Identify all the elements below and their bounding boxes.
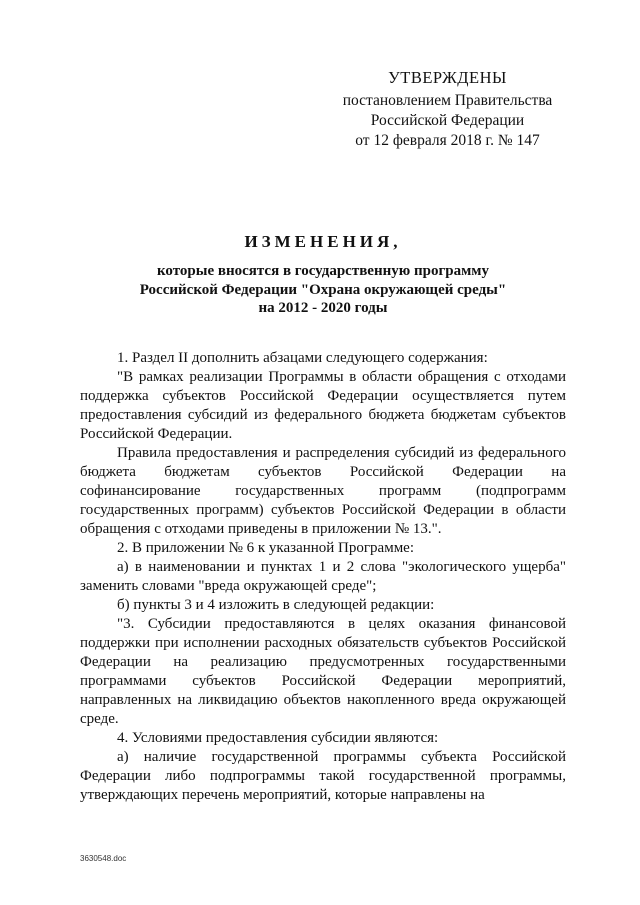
title-line-1: которые вносятся в государственную программу <box>156 263 490 279</box>
paragraph-6: б) пункты 3 и 4 изложить в следующей редакции: <box>117 597 435 613</box>
title-line-2: Российской Федерации "Охрана окружающей среды" <box>139 281 507 298</box>
paragraph-9: а) наличие государственной программы субъекта Российской Федерации либо подпрограммы такой государственной программы, утверждающих перечень мероприятий, которые направлены на <box>80 749 566 803</box>
paragraph-3: Правила предоставления и распределения субсидий из федерального бюджета бюджетам субъектов Российской Федерации на софинансирование государственных программ (подпрограмм государственных программ) субъектов Российской Федерации в области обращения с отходами приведены в приложении № 13.". <box>80 445 566 537</box>
paragraph-5: а) в наименовании и пунктах 1 и 2 слова "экологического ущерба" заменить словами "вреда окружающей среде"; <box>80 559 566 594</box>
approval-block <box>330 68 565 151</box>
approval-title: УТВЕРЖДЕНЫ <box>388 68 507 87</box>
document-file-id: 3630548.doc <box>80 854 127 863</box>
paragraph-1: 1. Раздел II дополнить абзацами следующего содержания: <box>117 350 488 366</box>
title-line-3: на 2012 - 2020 годы <box>258 300 388 316</box>
document-body <box>80 349 566 805</box>
paragraph-2: "В рамках реализации Программы в области обращения с отходами поддержка субъектов Российской Федерации осуществляется путем предоставления субсидий из федерального бюджета бюджетам субъектов Российской Федерации. <box>80 369 566 442</box>
paragraph-8: 4. Условиями предоставления субсидии являются: <box>117 730 439 746</box>
approval-line-3: от 12 февраля 2018 г. № 147 <box>355 132 540 149</box>
paragraph-4: 2. В приложении № 6 к указанной Программе: <box>117 540 415 556</box>
document-heading: ИЗМЕНЕНИЯ, <box>244 232 402 251</box>
approval-line-1: постановлением Правительства <box>342 92 553 109</box>
approval-line-2: Российской Федерации <box>370 112 525 129</box>
paragraph-7: "3. Субсидии предоставляются в целях оказания финансовой поддержки при исполнении расходных обязательств субъектов Российской Федерации на реализацию предусмотренных государственными программами субъектов Российской Федерации мероприятий, направленных на ликвидацию объектов накопленного вреда окружающей среде. <box>80 616 566 727</box>
document-title-block <box>80 231 566 318</box>
